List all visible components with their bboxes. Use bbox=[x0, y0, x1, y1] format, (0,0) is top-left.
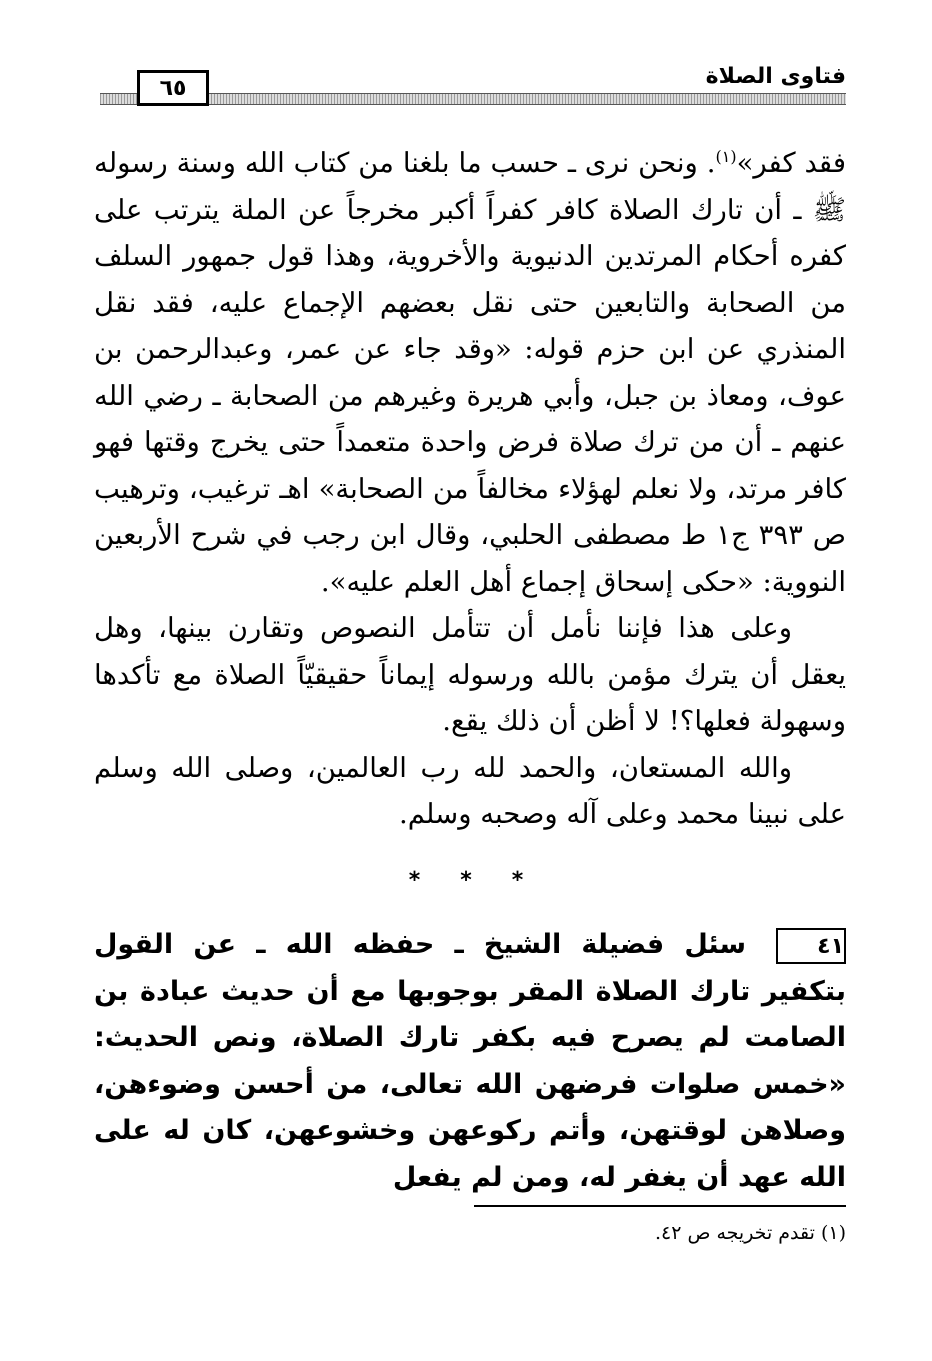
separator-star: * bbox=[408, 868, 421, 893]
paragraph-3: والله المستعان، والحمد لله رب العالمين، وصلى الله وسلم على نبينا محمد وعلى آله وصحبه وسلم. bbox=[94, 751, 846, 830]
footnote: (١) تقدم تخريجه ص ٤٢. bbox=[654, 1222, 846, 1244]
body-text bbox=[94, 140, 846, 838]
question-number: ٤١ bbox=[776, 928, 846, 964]
paragraph-1 bbox=[94, 140, 846, 605]
page-number-text: ٦٥ bbox=[159, 75, 187, 101]
footnote-divider bbox=[474, 1205, 846, 1207]
header-rule bbox=[100, 93, 846, 105]
footnote-reference: (١) bbox=[715, 146, 737, 166]
separator-star: * bbox=[460, 868, 472, 893]
section-separator bbox=[0, 868, 932, 908]
running-title: فتاوى الصلاة bbox=[705, 64, 846, 89]
paragraph-1-rest: . ونحن نرى ـ حسب ما بلغنا من كتاب الله وسنة رسوله ﷺ ـ أن تارك الصلاة كافر كفراً أكبر مخرجاً عن الملة يترتب على كفره أحكام المرتدين الدنيوية والأخروية، وهذا قول جمهور السلف من الصحابة والتابعين حتى نقل بعضهم الإجماع عليه، فقد نقل المنذري عن ابن حزم قوله: «وقد جاء عن عمر، وعبدالرحمن بن عوف، ومعاذ بن جبل، وأبي هريرة وغيرهم من الصحابة ـ رضي الله عنهم ـ أن من ترك صلاة فرض واحدة متعمداً حتى يخرج وقتها فهو كافر مرتد، ولا نعلم لهؤلاء مخالفاً من الصحابة» اهـ ترغيب، وترهيب ص ٣٩٣ ج١ ط مصطفى الحلبي، وقال ابن رجب في شرح الأربعين النووية: «حكى إسحاق إجماع أهل العلم عليه». bbox=[94, 147, 846, 598]
question-block bbox=[94, 922, 846, 1201]
separator-star: * bbox=[511, 868, 524, 893]
page-number bbox=[137, 70, 209, 106]
question-text: سئل فضيلة الشيخ ـ حفظه الله ـ عن القول بتكفير تارك الصلاة المقر بوجوبها مع أن حديث عبادة بن الصامت لم يصرح فيه بكفر تارك الصلاة، ونص الحديث: «خمس صلوات فرضهن الله تعالى، من أحسن وضوءهن، وصلاهن لوقتهن، وأتم ركوعهن وخشوعهن، كان له على الله عهد أن يغفر له، ومن لم يفعل bbox=[94, 929, 846, 1193]
paragraph-2: وعلى هذا فإننا نأمل أن تتأمل النصوص وتقارن بينها، وهل يعقل أن يترك مؤمن بالله ورسوله إيماناً حقيقيّاً الصلاة مع تأكدها وسهولة فعلها؟! لا أظن أن ذلك يقع. bbox=[94, 612, 846, 737]
paragraph-1-start: فقد كفر» bbox=[736, 147, 846, 179]
